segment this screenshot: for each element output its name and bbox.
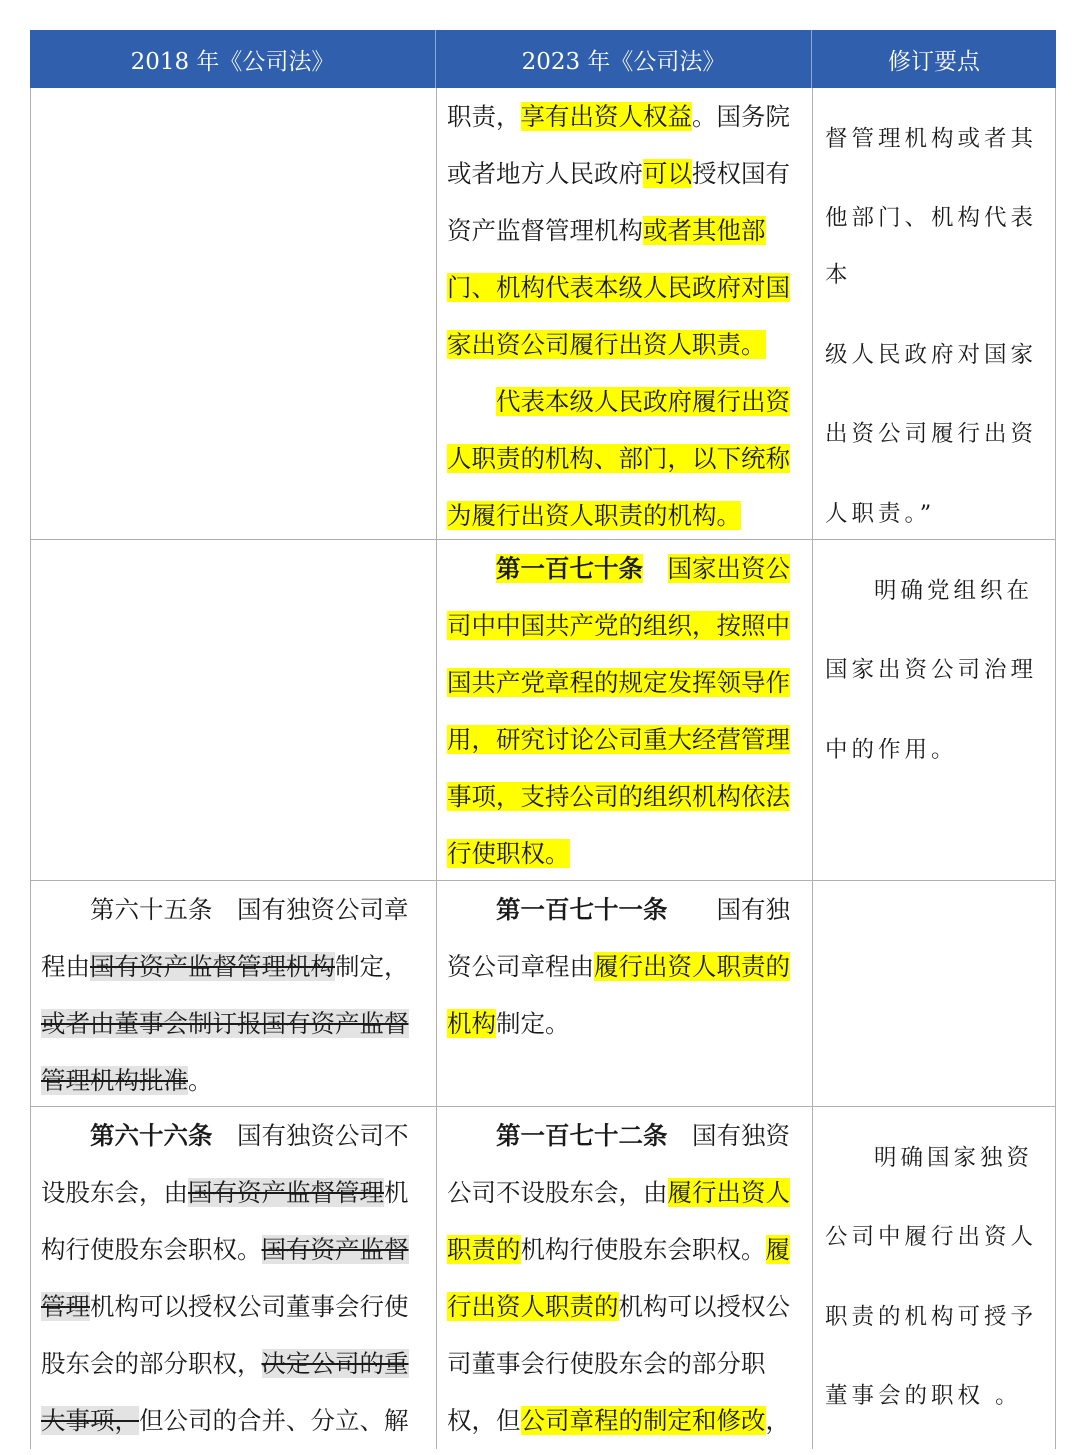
text-segment: 管理机构批准 <box>41 1066 188 1095</box>
table-row <box>30 1107 1056 1449</box>
text-line <box>447 1221 802 1278</box>
text-segment: 大事项， <box>41 1406 139 1435</box>
cell-2018 <box>30 88 436 539</box>
text-segment: 国家出资公 <box>667 554 790 583</box>
text-segment: 程由 <box>41 952 90 981</box>
text-line <box>447 1335 802 1392</box>
table-row <box>30 881 1056 1107</box>
text-segment: 国有资产监督管理 <box>188 1178 384 1207</box>
text-segment: 国有独 <box>716 895 790 924</box>
table-header <box>30 30 1056 88</box>
text-segment: 构行使股东会职权。 <box>41 1235 262 1264</box>
text-segment: 中的作用。 <box>825 736 958 763</box>
cell-notes <box>812 88 1056 539</box>
text-segment: 国有独资 <box>692 1121 790 1150</box>
comparison-table <box>30 30 1056 1449</box>
text-line <box>447 202 802 259</box>
text-segment: 司中中国共产党的组织，按照中 <box>447 611 790 640</box>
text-segment: 用，研究讨论公司重大经营管理 <box>447 725 790 754</box>
text-line <box>447 88 802 145</box>
text-segment: 为履行出资人职责的机构。 <box>447 501 741 530</box>
header-2018: 2018 年《公司法》 <box>30 30 436 88</box>
text-segment: 机构 <box>447 1009 496 1038</box>
text-line <box>41 1278 426 1335</box>
text-line <box>447 1392 802 1449</box>
cell-notes <box>812 1107 1056 1449</box>
text-line <box>447 373 802 430</box>
text-line <box>41 1164 426 1221</box>
text-line <box>447 1107 802 1164</box>
text-line <box>447 145 802 202</box>
text-segment: 机构可以授权公司董事会行使 <box>90 1292 409 1321</box>
cell-2023 <box>436 1107 812 1449</box>
cell-2023 <box>436 881 812 1106</box>
text-segment: 他部门、机构代表本 <box>825 205 1038 288</box>
text-segment: 制定。 <box>496 1009 570 1038</box>
text-segment: 资公司章程由 <box>447 952 594 981</box>
text-segment: 国有资产监督 <box>261 1235 409 1264</box>
text-segment: 督管理机构或者其 <box>825 125 1038 152</box>
text-segment: 但公司的合并、分立、解 <box>139 1406 409 1435</box>
text-line <box>41 1392 426 1449</box>
text-segment: 机构可以授权公 <box>618 1292 790 1321</box>
text-segment: 人职责的机构、部门，以下统称 <box>447 444 790 473</box>
text-line <box>41 1221 426 1278</box>
text-segment: 享有出资人权益 <box>520 102 692 131</box>
text-segment: 行出资人职责的 <box>447 1292 619 1321</box>
text-segment: 事项，支持公司的组织机构依法 <box>447 782 790 811</box>
text-segment: 机 <box>384 1178 409 1207</box>
cell-2023 <box>436 88 812 539</box>
cell-2018 <box>30 1107 436 1449</box>
text-segment: 股东会的部分职权， <box>41 1349 262 1378</box>
text-segment: 国共产党章程的规定发挥领导作 <box>447 668 790 697</box>
text-segment: ， <box>765 1406 790 1435</box>
cell-notes <box>812 540 1056 880</box>
text-line <box>41 1335 426 1392</box>
text-segment: 第一百七十一条 <box>496 895 668 924</box>
text-line <box>41 1052 426 1109</box>
text-line <box>447 1278 802 1335</box>
text-segment: 第六十六条 <box>90 1121 213 1150</box>
text-line <box>41 938 426 995</box>
text-segment: 职责的 <box>447 1235 521 1264</box>
text-segment: 履行出资人 <box>667 1178 790 1207</box>
text-segment: 第六十五条 国有独资公司章 <box>90 895 409 924</box>
text-segment: 管理 <box>41 1292 90 1321</box>
text-line <box>447 825 802 882</box>
text-segment: 设股东会，由 <box>41 1178 188 1207</box>
text-line <box>41 995 426 1052</box>
text-line <box>447 540 802 597</box>
text-segment: 第一百七十二条 <box>496 1121 668 1150</box>
text-line <box>447 881 802 938</box>
text-segment: 国有独资公司不 <box>237 1121 409 1150</box>
text-segment: 。国务院 <box>692 102 790 131</box>
text-segment: 履行出资人职责的 <box>594 952 790 981</box>
text-segment: 国家出资公司治理 <box>825 657 1038 683</box>
text-segment: 权，但 <box>447 1406 521 1435</box>
text-line <box>41 1107 426 1164</box>
text-segment: 家出资公司履行出资人职责。 <box>447 330 766 359</box>
text-line <box>447 430 802 487</box>
text-segment: 公司不设股东会，由 <box>447 1178 668 1207</box>
text-segment: 或者地方人民政府 <box>447 159 643 188</box>
text-segment: 明确国家独资 <box>874 1144 1034 1171</box>
cell-notes <box>812 881 1056 1106</box>
table-row <box>30 540 1056 881</box>
text-segment: 机构行使股东会职权。 <box>520 1235 766 1264</box>
text-line <box>447 995 802 1052</box>
cell-2018 <box>30 540 436 880</box>
text-segment: 职责的机构可授予 <box>825 1303 1038 1330</box>
text-segment: 司董事会行使股东会的部分职 <box>447 1349 766 1378</box>
text-line <box>447 768 802 825</box>
text-segment: 职责， <box>447 102 521 131</box>
text-line <box>447 259 802 316</box>
text-segment: 可以 <box>643 159 692 188</box>
text-segment: 代表本级人民政府履行出资 <box>496 387 790 416</box>
text-segment: 决定公司的重 <box>261 1349 409 1378</box>
text-segment: 或者其他部 <box>643 216 766 245</box>
cell-2023 <box>436 540 812 880</box>
text-segment: 行使职权。 <box>447 839 570 868</box>
text-segment: 授权国有 <box>692 159 790 188</box>
text-segment: 。 <box>188 1066 213 1095</box>
text-line <box>447 1164 802 1221</box>
cell-2018 <box>30 881 436 1106</box>
text-segment: 董事会的职权 。 <box>825 1383 1022 1409</box>
text-line <box>447 938 802 995</box>
text-segment: 门、机构代表本级人民政府对国 <box>447 273 790 302</box>
text-line <box>447 711 802 768</box>
text-segment: 国有资产监督管理机构 <box>90 952 335 981</box>
text-segment: 公司章程的制定和修改 <box>520 1406 766 1435</box>
text-segment: 公司中履行出资人 <box>825 1224 1038 1250</box>
text-segment: 或者由董事会制订报国有资产监督 <box>41 1009 409 1038</box>
header-revision-points: 修订要点 <box>888 48 980 75</box>
text-line <box>447 487 802 544</box>
text-segment: 人职责。” <box>825 500 936 527</box>
text-segment: 出资公司履行出资 <box>825 421 1038 447</box>
text-segment: 制定， <box>335 952 409 981</box>
text-segment: 资产监督管理机构 <box>447 216 643 245</box>
table-row <box>30 88 1056 540</box>
text-segment: 级人民政府对国家 <box>825 341 1038 368</box>
text-segment: 明确党组织在 <box>874 577 1034 604</box>
text-segment: 履 <box>765 1235 790 1264</box>
text-segment: 第一百七十条 <box>496 554 643 583</box>
header-2023: 2023 年《公司法》 <box>436 30 812 88</box>
text-line <box>447 316 802 373</box>
text-line <box>447 654 802 711</box>
text-line <box>447 597 802 654</box>
